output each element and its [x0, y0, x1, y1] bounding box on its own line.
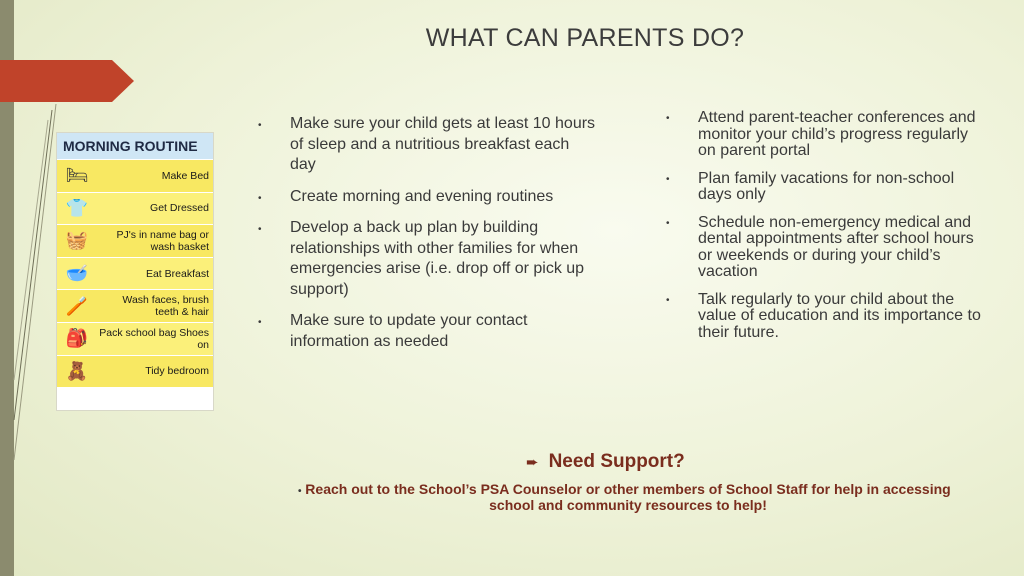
routine-row [57, 257, 213, 290]
support-heading: ➨ Need Support? [526, 451, 685, 472]
list-item: • Schedule non-emergency medical and dental appointments after school hours or weekends or during your child’s vacation [666, 213, 974, 280]
routine-row [57, 289, 213, 322]
left-bullet-list [258, 114, 598, 363]
bullet-icon: • [258, 317, 262, 328]
routine-label: Wash faces, brush teeth & hair [122, 294, 209, 319]
bullet-icon: • [258, 120, 262, 131]
routine-label: Eat Breakfast [145, 267, 209, 280]
list-item: • Create morning and evening routines [258, 187, 598, 208]
routine-label: Make Bed [161, 169, 209, 182]
list-item: • Make sure to update your contact information as needed [258, 312, 528, 350]
bullet-icon: • [666, 113, 670, 124]
routine-row [57, 192, 213, 225]
bed-icon: 🛏 [65, 165, 89, 186]
routine-row [57, 322, 213, 355]
bullet-icon: • [666, 217, 670, 229]
routine-label: Get Dressed [150, 202, 209, 215]
red-arrow-decoration [0, 60, 134, 102]
page-title: WHAT CAN PARENTS DO? [425, 24, 745, 52]
routine-row [57, 159, 213, 192]
routine-row [57, 224, 213, 257]
bullet-icon: • [298, 486, 302, 497]
arrow-bullet-icon: ➨ [526, 454, 539, 471]
clothes-icon: 👕 [65, 197, 89, 218]
bullet-icon: • [258, 224, 262, 235]
bullet-icon: • [666, 294, 670, 306]
list-item: • Develop a back up plan by building relationships with other families for when emergencies arise (i.e. drop off or pick up support) [258, 219, 585, 298]
breakfast-icon: 🥣 [65, 263, 89, 284]
routine-label: Tidy bedroom [145, 365, 209, 378]
routine-row [57, 355, 213, 388]
list-item: • Talk regularly to your child about the value of education and its importance to their future. [666, 290, 981, 341]
bullet-icon: • [666, 173, 670, 185]
bullet-icon: • [258, 192, 262, 204]
tidy-room-icon: 🧸 [65, 360, 89, 381]
support-text: • Reach out to the School’s PSA Counselor or other members of School Staff for help in accessing school and community resources to help! [298, 481, 951, 513]
routine-label: Pack school bag Shoes on [99, 326, 209, 351]
pajamas-icon: 🧺 [65, 230, 89, 251]
morning-routine-image [56, 132, 214, 411]
routine-label: PJ's in name bag or wash basket [116, 228, 209, 253]
list-item: • Make sure your child gets at least 10 hours of sleep and a nutritious breakfast each day [258, 115, 596, 173]
routine-title: MORNING ROUTINE [57, 133, 213, 159]
schoolbag-icon: 🎒 [65, 328, 89, 349]
right-bullet-list [666, 110, 986, 352]
list-item: • Attend parent-teacher conferences and monitor your child’s progress regularly on parent portal [666, 109, 976, 159]
list-item: • Plan family vacations for non-school days only [666, 169, 955, 203]
wash-icon: 🪥 [65, 295, 89, 316]
